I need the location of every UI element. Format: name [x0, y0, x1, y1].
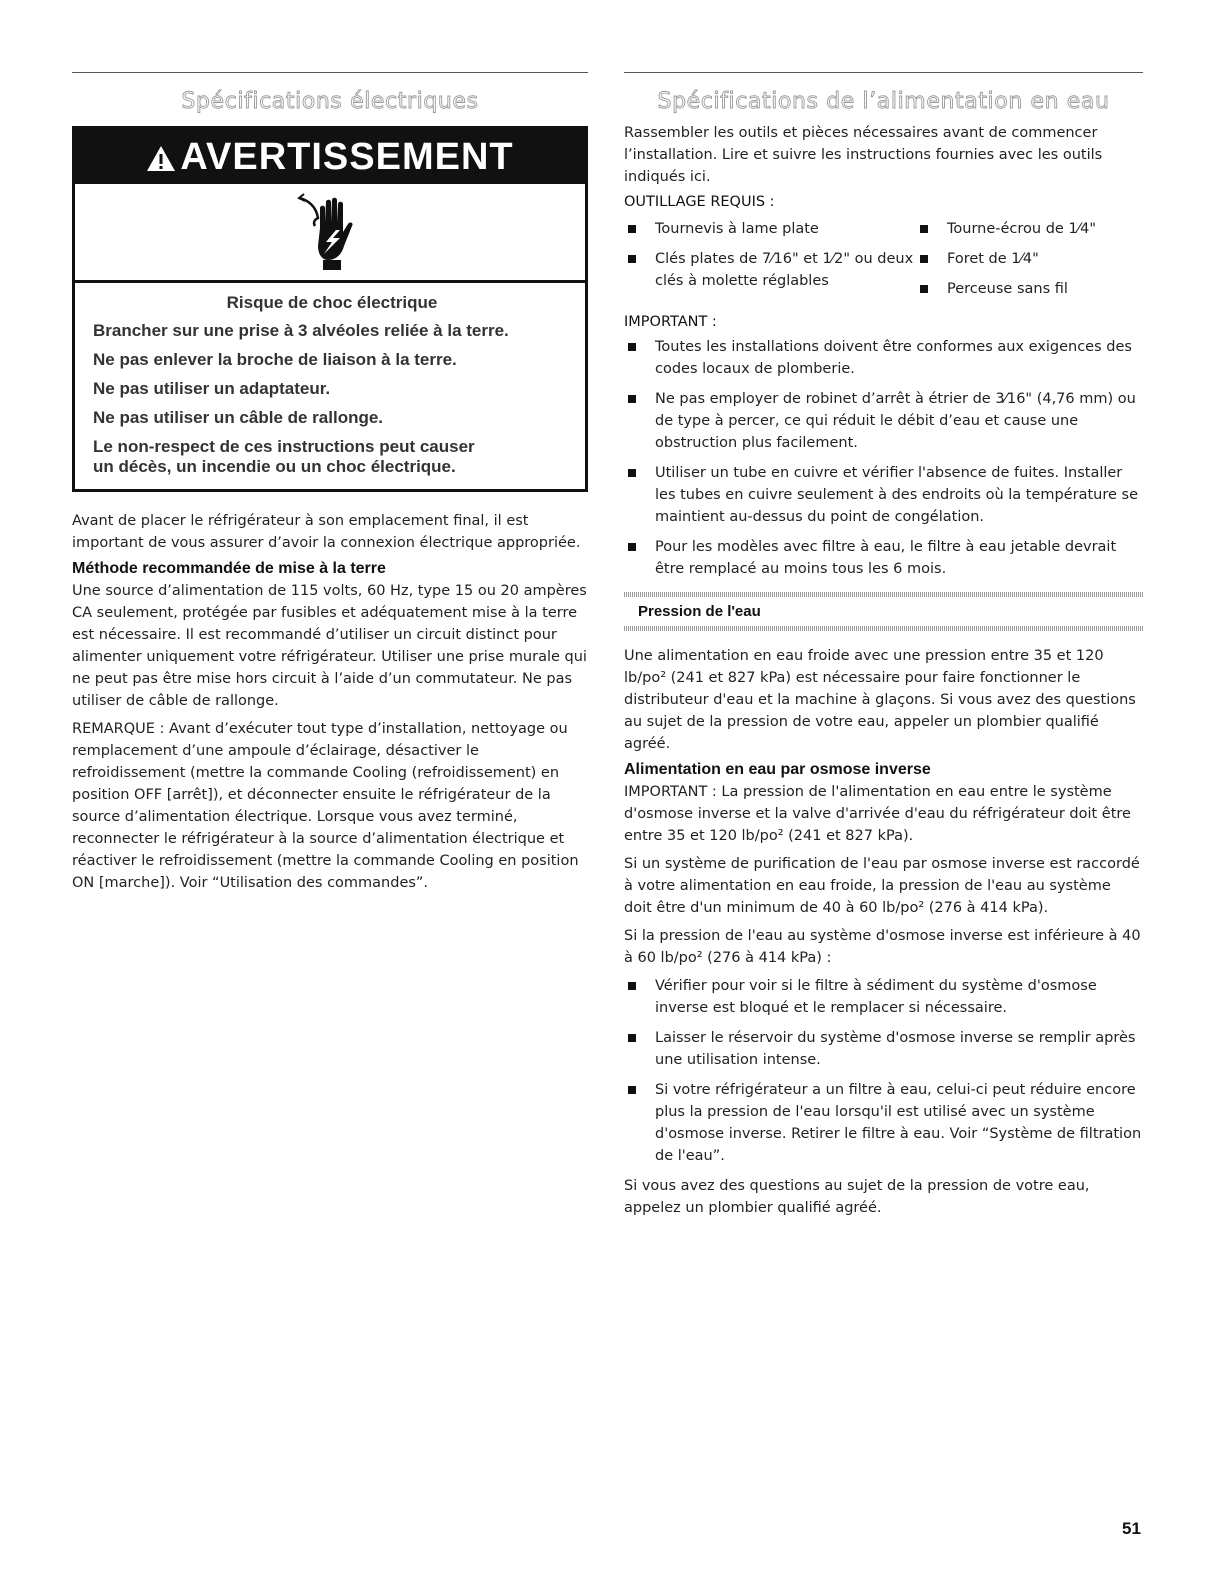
- important-label: IMPORTANT :: [624, 314, 717, 330]
- water-supply-title: Spécifications de l’alimentation en eau: [657, 89, 1110, 114]
- tool-item: Clés plates de 7⁄16" et 1⁄2" ou deux clés à molette réglables: [624, 248, 916, 292]
- reverse-osmosis-text: Si un système de purification de l'eau par osmose inverse est raccordé à votre alimentation en eau froide, la pression de l'eau au système doit être d'un minimum de 40 à 60 lb/po² (276 à 414 kPa).: [624, 856, 1140, 916]
- warning-line: Ne pas utiliser un adaptateur.: [93, 379, 331, 398]
- reverse-osmosis-list: [624, 975, 1143, 1167]
- heading-band-top: [624, 592, 1143, 597]
- reverse-osmosis-text: IMPORTANT : La pression de l'alimentation en eau entre le système d'osmose inverse et la valve d'arrivée d'eau du réfrigérateur doit être entre 35 et 120 lb/po² (241 et 827 kPa).: [624, 784, 1131, 844]
- warning-line: Ne pas utiliser un câble de rallonge.: [93, 408, 384, 427]
- tool-item: Foret de 1⁄4": [916, 248, 1143, 270]
- grounding-method-title: Méthode recommandée de mise à la terre: [72, 560, 386, 577]
- note-text: REMARQUE : Avant d’exécuter tout type d’installation, nettoyage ou remplacement d’une ampoule d’éclairage, désactiver le refroidissement (mettre la commande Cooling (refroidissement) en position OFF [arrêt]), et déconnecter ensuite le réfrigérateur de la source d’alimentation électrique. Lorsque vous avez terminé, reconnecter le réfrigérateur à la source d’alimentation électrique et réactiver le refroidissement (mettre la commande Cooling en position ON [marche]). Voir “Utilisation des commandes”.: [72, 721, 579, 891]
- right-top-rule: [624, 72, 1143, 73]
- water-pressure-title: Pression de l'eau: [638, 603, 761, 620]
- warning-triangle-icon: [146, 145, 176, 172]
- reverse-osmosis-text: Si la pression de l'eau au système d'osmose inverse est inférieure à 40 à 60 lb/po² (276 à 414 kPa) :: [624, 928, 1141, 966]
- tool-item: Perceuse sans fil: [916, 278, 1143, 300]
- reverse-osmosis-item: Si votre réfrigérateur a un filtre à eau, celui-ci peut réduire encore plus la pression de l'eau lorsqu'il est utilisé avec un système d'osmose inverse. Retirer le filtre à eau. Voir “Système de filtration de l'eau”.: [624, 1079, 1143, 1167]
- reverse-osmosis-title: Alimentation en eau par osmose inverse: [624, 761, 931, 778]
- electric-shock-hand-icon: [296, 192, 366, 272]
- important-item: Ne pas employer de robinet d’arrêt à étrier de 3⁄16" (4,76 mm) ou de type à percer, ce qui réduit le débit d’eau et cause une obstruction plus facilement.: [624, 388, 1143, 454]
- water-pressure-heading: [624, 592, 1143, 631]
- warning-consequence-line: Le non-respect de ces instructions peut causer: [93, 437, 475, 456]
- tool-item: Tournevis à lame plate: [624, 218, 916, 240]
- tools-list: [624, 218, 1143, 308]
- tool-item: Tourne-écrou de 1⁄4": [916, 218, 1143, 240]
- tools-column-1: [624, 218, 916, 308]
- page-number: 51: [1122, 1519, 1141, 1538]
- left-top-rule: [72, 72, 588, 73]
- right-column: [624, 72, 1143, 1225]
- risk-title: Risque de choc électrique: [226, 293, 438, 312]
- important-item: Utiliser un tube en cuivre et vérifier l'absence de fuites. Installer les tubes en cuivre seulement à des endroits où la température se maintient au-dessus du point de congélation.: [624, 462, 1143, 528]
- grounding-method-text: Une source d’alimentation de 115 volts, 60 Hz, type 15 ou 20 ampères CA seulement, protégée par fusibles et adéquatement mise à la terre est nécessaire. Il est recommandé d’utiliser un circuit distinct pour alimenter uniquement votre réfrigérateur. Utiliser une prise murale qui ne peut pas être mise hors circuit à l’aide d’un commutateur. Ne pas utiliser de câble de rallonge.: [72, 583, 587, 709]
- warning-line: Brancher sur une prise à 3 alvéoles reliée à la terre.: [93, 321, 509, 340]
- warning-icon-area: [75, 184, 585, 283]
- warning-box: [72, 126, 588, 492]
- tools-column-2: [916, 218, 1143, 308]
- important-list: [624, 336, 1143, 580]
- warning-header: [75, 129, 585, 184]
- important-item: Pour les modèles avec filtre à eau, le filtre à eau jetable devrait être remplacé au moins tous les 6 mois.: [624, 536, 1143, 580]
- left-column: [72, 72, 588, 900]
- electrical-intro: Avant de placer le réfrigérateur à son emplacement final, il est important de vous assurer d’avoir la connexion électrique appropriée.: [72, 513, 581, 551]
- electrical-specs-title: Spécifications électriques: [181, 89, 479, 114]
- warning-consequence-line: un décès, un incendie ou un choc électrique.: [93, 457, 456, 476]
- warning-body: [75, 283, 585, 489]
- reverse-osmosis-item: Vérifier pour voir si le filtre à sédiment du système d'osmose inverse est bloqué et le remplacer si nécessaire.: [624, 975, 1143, 1019]
- closing-text: Si vous avez des questions au sujet de la pression de votre eau, appelez un plombier qualifié agréé.: [624, 1178, 1090, 1216]
- heading-band-bottom: [624, 626, 1143, 631]
- water-pressure-text: Une alimentation en eau froide avec une pression entre 35 et 120 lb/po² (241 et 827 kPa) est nécessaire pour faire fonctionner le distributeur d'eau et la machine à glaçons. Si vous avez des questions au sujet de la pression de votre eau, appeler un plombier qualifié agréé.: [624, 648, 1136, 752]
- important-item: Toutes les installations doivent être conformes aux exigences des codes locaux de plomberie.: [624, 336, 1143, 380]
- water-intro: Rassembler les outils et pièces nécessaires avant de commencer l’installation. Lire et suivre les instructions fournies avec les outils indiqués ici.: [624, 125, 1103, 185]
- reverse-osmosis-item: Laisser le réservoir du système d'osmose inverse se remplir après une utilisation intense.: [624, 1027, 1143, 1071]
- tools-label: OUTILLAGE REQUIS :: [624, 194, 775, 210]
- warning-consequence: [93, 437, 571, 477]
- warning-line: Ne pas enlever la broche de liaison à la terre.: [93, 350, 457, 369]
- warning-header-text: AVERTISSEMENT: [180, 136, 514, 178]
